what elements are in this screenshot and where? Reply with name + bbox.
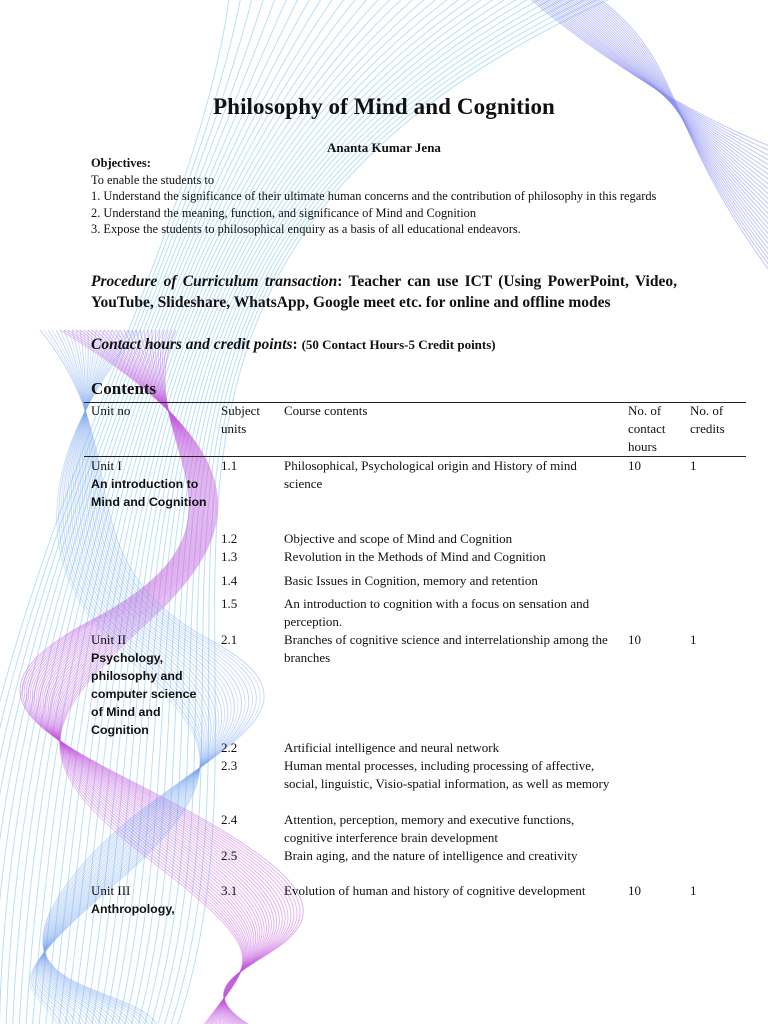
unit-number: Unit II — [91, 632, 127, 647]
contact-label: Contact hours and credit points — [91, 336, 293, 353]
subject-unit-code: 1.2 — [221, 531, 238, 546]
header-unit-no: Unit no — [91, 403, 131, 418]
unit-cell — [91, 631, 209, 739]
objective-2: 2. Understand the meaning, function, and significance of Mind and Cognition — [91, 205, 477, 220]
course-content-text: Philosophical, Psychological origin and History of mind science — [284, 458, 577, 491]
course-content-text: Attention, perception, memory and executive functions, cognitive interference brain development — [284, 812, 575, 845]
subject-unit-code: 3.1 — [221, 883, 238, 898]
header-course-contents: Course contents — [284, 403, 368, 418]
unit-name: Anthropology, — [91, 902, 175, 916]
subject-unit-code: 1.1 — [221, 458, 238, 473]
unit-number: Unit III — [91, 883, 131, 898]
subject-unit-code: 2.5 — [221, 848, 238, 863]
course-content-text: Human mental processes, including processing of affective, social, linguistic, Visio-spatial information, as well as memory — [284, 758, 610, 791]
document-title: Philosophy of Mind and Cognition — [213, 94, 555, 119]
objective-3: 3. Expose the students to philosophical enquiry as a basis of all educational endeavors. — [91, 222, 521, 236]
contents-heading: Contents — [91, 379, 157, 398]
header-contact-hours: No. of contact hours — [628, 403, 666, 454]
course-content-text: Revolution in the Methods of Mind and Cognition — [284, 549, 546, 564]
subject-unit-code: 1.5 — [221, 596, 238, 611]
objectives-heading: Objectives: — [91, 156, 151, 170]
subject-unit-code: 2.2 — [221, 740, 238, 755]
procedure-text: : Teacher can use ICT (Using PowerPoint, Video, YouTube, Slideshare, WhatsApp, Google meet etc. for online and offline modes — [91, 273, 677, 311]
unit-number: Unit I — [91, 458, 122, 473]
objectives-section — [91, 155, 691, 238]
unit-cell — [91, 457, 209, 511]
course-content-text: Evolution of human and history of cognitive development — [284, 883, 586, 898]
course-content-text: Basic Issues in Cognition, memory and retention — [284, 573, 538, 588]
course-content-text: An introduction to cognition with a focus on sensation and perception. — [284, 596, 590, 629]
author-name: Ananta Kumar Jena — [327, 140, 441, 155]
procedure-label: Procedure of Curriculum transaction — [91, 273, 338, 290]
subject-unit-code: 1.3 — [221, 549, 238, 564]
course-content-text: Brain aging, and the nature of intelligence and creativity — [284, 848, 578, 863]
unit-name: An introduction to Mind and Cognition — [91, 477, 207, 509]
contact-separator: : — [292, 336, 302, 353]
unit-cell — [91, 882, 209, 918]
objective-1: 1. Understand the significance of their ultimate human concerns and the contribution of philosophy in this regards — [91, 189, 657, 203]
objectives-intro: To enable the students to — [91, 172, 215, 187]
header-credits: No. of credits — [690, 403, 725, 436]
course-content-text: Branches of cognitive science and interrelationship among the branches — [284, 632, 608, 665]
procedure-paragraph — [91, 271, 677, 313]
subject-unit-code: 2.1 — [221, 632, 238, 647]
unit-contact-hours: 10 — [628, 458, 641, 473]
contact-value: (50 Contact Hours-5 Credit points) — [301, 337, 496, 352]
unit-credits: 1 — [690, 458, 697, 473]
subject-unit-code: 2.3 — [221, 758, 238, 773]
unit-contact-hours: 10 — [628, 883, 641, 898]
contact-hours-line — [91, 336, 691, 354]
subject-unit-code: 2.4 — [221, 812, 238, 827]
course-content-text: Artificial intelligence and neural network — [284, 740, 500, 755]
unit-contact-hours: 10 — [628, 632, 641, 647]
header-subject-units: Subject units — [221, 403, 260, 436]
unit-credits: 1 — [690, 883, 697, 898]
unit-credits: 1 — [690, 632, 697, 647]
unit-name: Psychology, philosophy and computer science of Mind and Cognition — [91, 651, 197, 737]
subject-unit-code: 1.4 — [221, 573, 238, 588]
course-content-text: Objective and scope of Mind and Cognition — [284, 531, 513, 546]
